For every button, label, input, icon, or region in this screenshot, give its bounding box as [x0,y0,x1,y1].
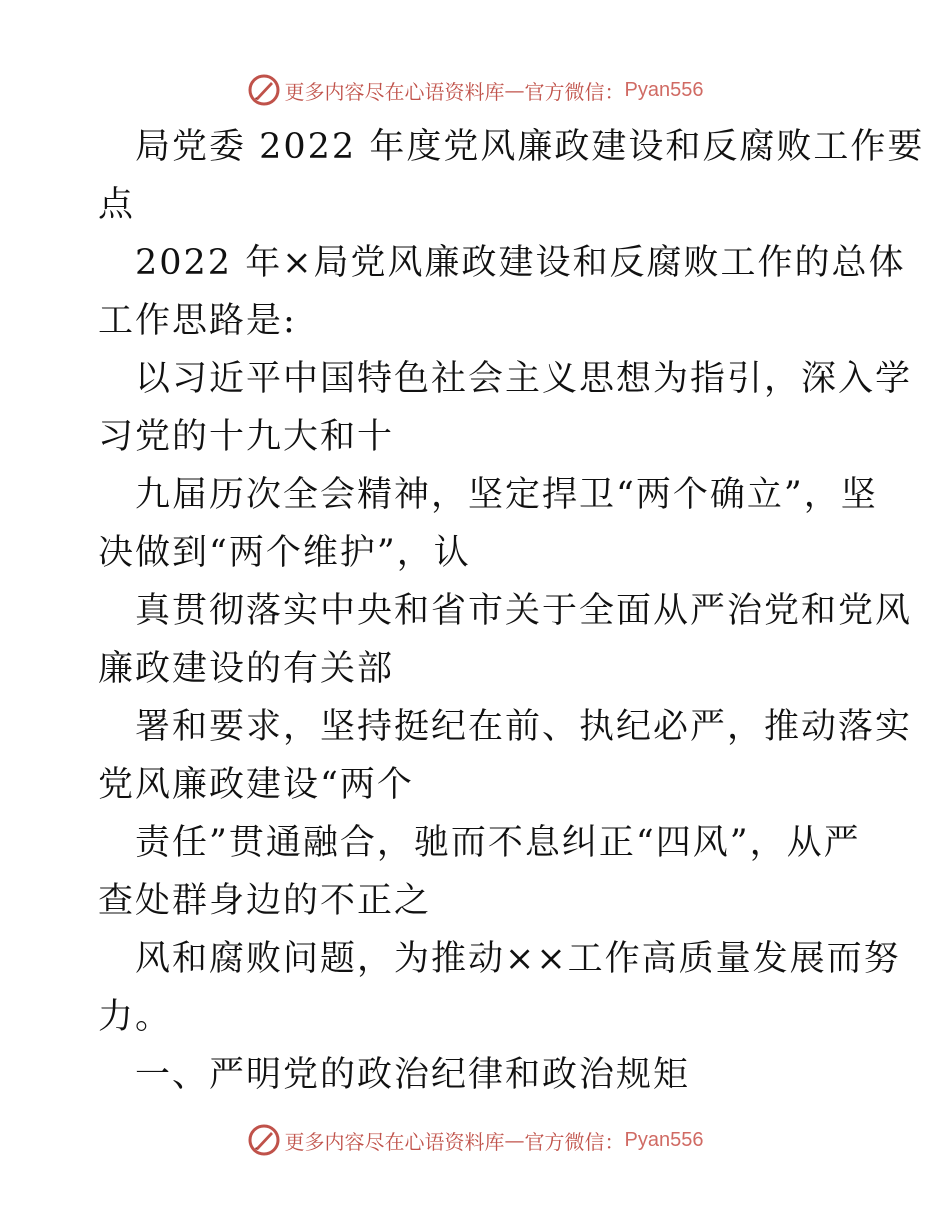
doc-line: 工作思路是: [98,301,297,341]
section-heading: 一、严明党的政治纪律和政治规矩 [135,1055,691,1095]
doc-line: 点 [98,185,136,225]
doc-line: 习党的十九大和十 [98,417,395,457]
doc-line: 责任”贯通融合，驰而不息纠正“四风”，从严 [135,823,861,863]
watermark-brand-text: 更多内容尽在心语资料库 [284,1129,505,1154]
header-watermark [0,70,950,110]
doc-line: 2022 年×局党风廉政建设和反腐败工作的总体 [135,243,906,283]
doc-line: 廉政建设的有关部 [98,649,395,689]
watermark-wechat-id: Pyan556 [624,78,704,101]
watermark-dash: — [504,78,525,102]
watermark-brand-text: 更多内容尽在心语资料库 [284,79,505,104]
document-body [98,118,925,1104]
feather-pen-logo-icon [247,1123,281,1157]
watermark-dash: — [504,1128,525,1152]
doc-line: 九届历次全会精神，坚定捍卫“两个确立”，坚 [135,475,878,515]
footer-watermark [0,1120,950,1160]
feather-pen-logo-icon [247,73,281,107]
doc-line: 以习近平中国特色社会主义思想为指引，深入学 [135,359,913,399]
watermark-contact-text: 官方微信： [524,79,625,104]
doc-line: 局党委 2022 年度党风廉政建设和反腐败工作要 [135,127,925,167]
doc-line: 党风廉政建设“两个 [98,765,414,805]
doc-line: 查处群身边的不正之 [98,881,432,921]
watermark-wechat-id: Pyan556 [624,1128,704,1151]
doc-line: 风和腐败问题，为推动××工作高质量发展而努 [135,939,901,979]
doc-line: 决做到“两个维护”，认 [98,533,471,573]
doc-line: 力。 [98,997,173,1037]
doc-line: 真贯彻落实中央和省市关于全面从严治党和党风 [135,591,913,631]
watermark-contact-text: 官方微信： [524,1129,625,1154]
doc-line: 署和要求，坚持挺纪在前、执纪必严，推动落实 [135,707,913,747]
